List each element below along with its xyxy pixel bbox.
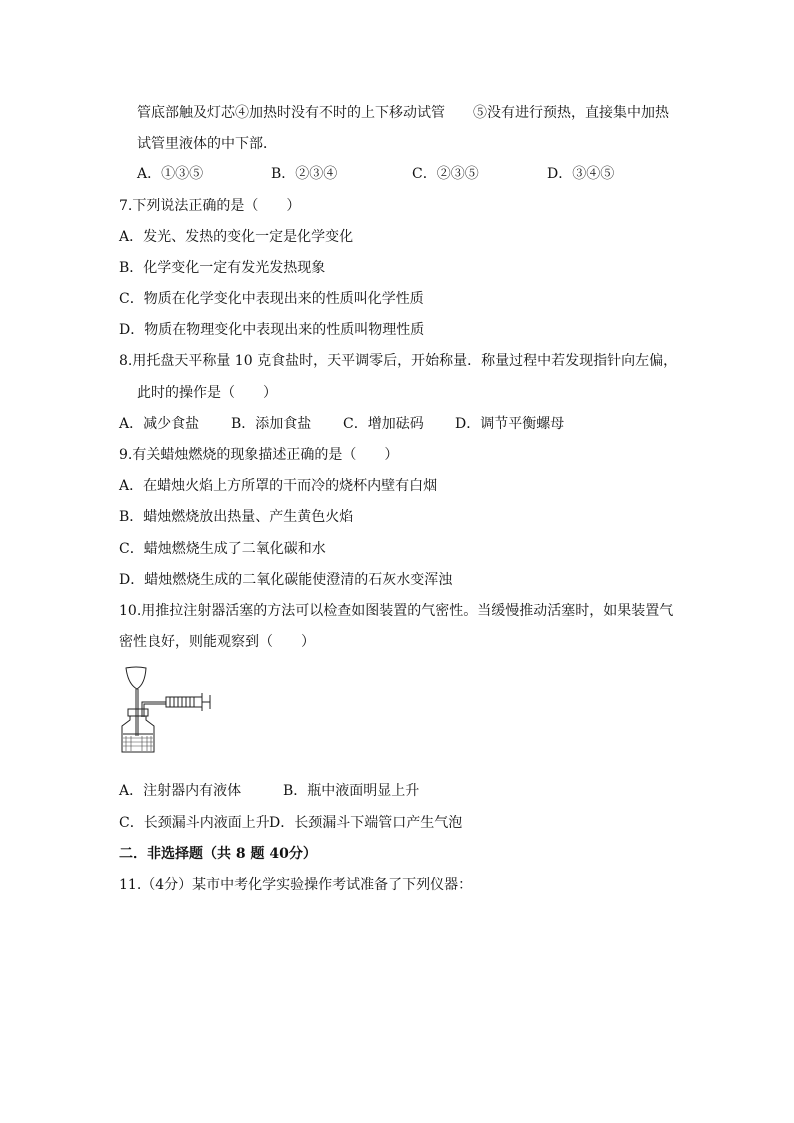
q9-option-b: B．蜡烛燃烧放出热量、产生黄色火焰 (119, 509, 354, 525)
q8-stem-line1: 8.用托盘天平称量 10 克食盐时，天平调零后，开始称量．称量过程中若发现指针向左偏， (119, 353, 678, 369)
q10-option-b: B．瓶中液面明显上升 (283, 783, 420, 799)
q7-option-d: D．物质在物理变化中表现出来的性质叫物理性质 (119, 322, 425, 338)
q7-option-c: C．物质在化学变化中表现出来的性质叫化学性质 (119, 291, 424, 307)
q6-option-d: D．③④⑤ (547, 166, 615, 182)
q8-option-b: B．添加食盐 (231, 416, 312, 432)
q9-option-c: C．蜡烛燃烧生成了二氧化碳和水 (119, 541, 326, 557)
q6-option-a: A．①③⑤ (137, 166, 204, 182)
q10-option-a: A．注射器内有液体 (119, 783, 242, 799)
q9-stem: 9.有关蜡烛燃烧的现象描述正确的是（ ） (119, 447, 399, 463)
q8-stem-line2: 此时的操作是（ ） (137, 385, 277, 401)
q9-option-d: D．蜡烛燃烧生成的二氧化碳能使澄清的石灰水变浑浊 (119, 572, 453, 588)
q10-stem-line2: 密性良好，则能观察到（ ） (119, 634, 315, 650)
q6-option-c: C．②③⑤ (412, 166, 479, 182)
q8-option-d: D．调节平衡螺母 (455, 416, 565, 432)
airtightness-apparatus-figure (118, 662, 228, 756)
q7-option-b: B．化学变化一定有发光发热现象 (119, 260, 326, 276)
syringe-barrel (166, 697, 202, 707)
funnel-bulb (126, 667, 146, 689)
q8-option-a: A．减少食盐 (119, 416, 200, 432)
q9-option-a: A．在蜡烛火焰上方所罩的干而冷的烧杯内壁有白烟 (119, 478, 438, 494)
q8-option-c: C．增加砝码 (343, 416, 424, 432)
q10-option-c: C．长颈漏斗内液面上升 (119, 815, 270, 831)
q6-text-line1: 管底部触及灯芯④加热时没有不时的上下移动试管 ⑤没有进行预热，直接集中加热 (137, 105, 669, 121)
q7-option-a: A．发光、发热的变化一定是化学变化 (119, 229, 354, 245)
section-title-non-choice: 二．非选择题（共 8 题 40分） (119, 846, 317, 862)
q6-text-line2: 试管里液体的中下部． (137, 136, 277, 152)
q7-stem: 7.下列说法正确的是（ ） (119, 198, 301, 214)
q10-stem-line1: 10.用推拉注射器活塞的方法可以检查如图装置的气密性。当缓慢推动活塞时，如果装置气 (119, 603, 674, 619)
q10-option-d: D．长颈漏斗下端管口产生气泡 (269, 815, 463, 831)
side-tube-inner (144, 704, 166, 717)
q6-option-b: B．②③④ (271, 166, 338, 182)
q11-stem: 11.（4分）某市中考化学实验操作考试准备了下列仪器： (119, 877, 473, 893)
